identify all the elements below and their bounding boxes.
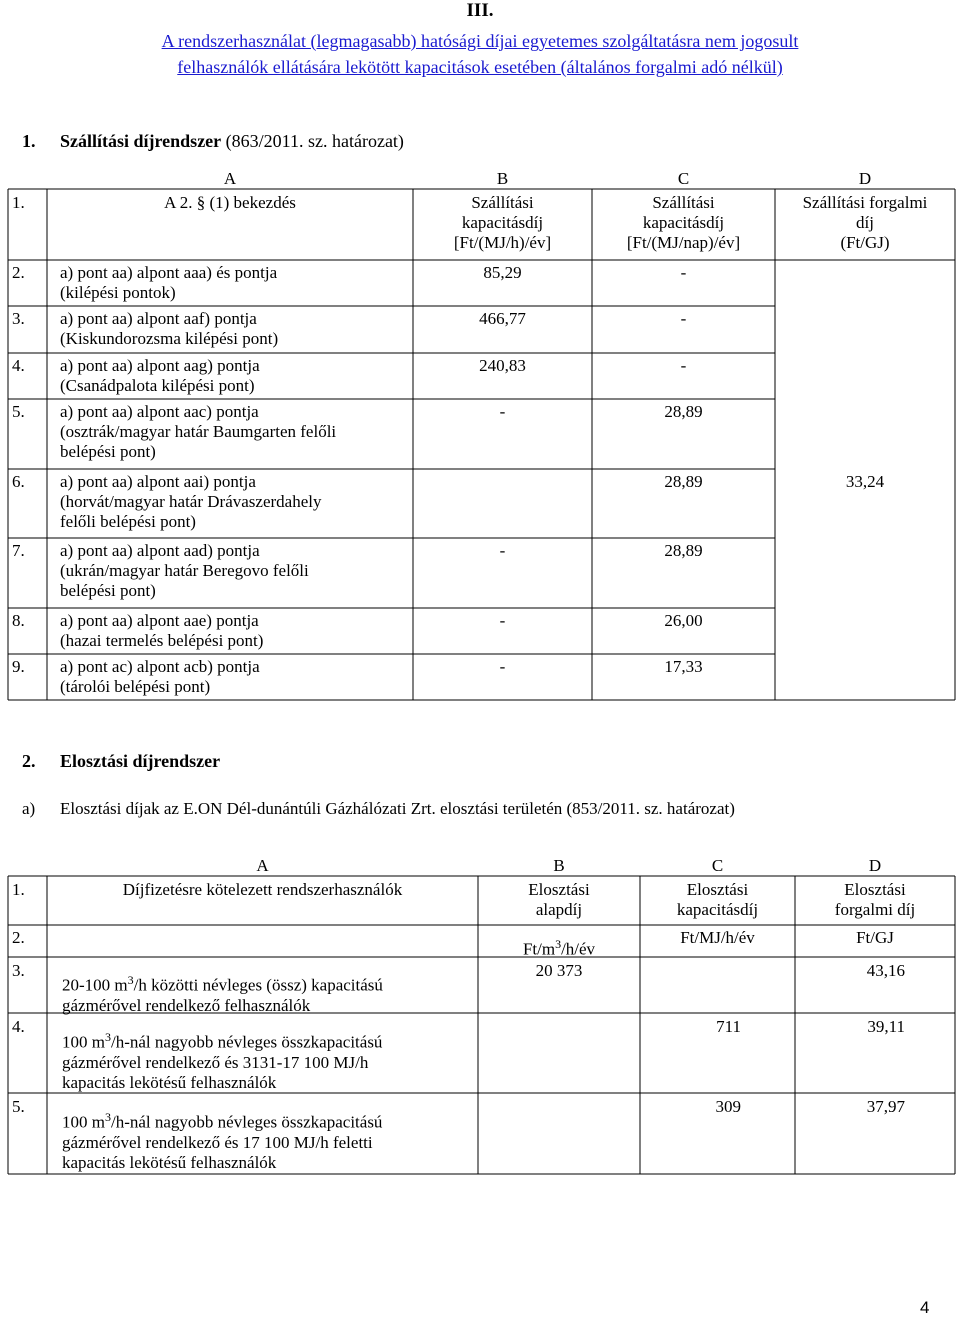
t1-row-desc-line3: felőli belépési pont): [60, 512, 196, 531]
t1-row-desc-line1: a) pont aa) alpont aaa) és pontja: [60, 263, 278, 282]
t1-row-desc-line1: a) pont ac) alpont acb) pontja: [60, 657, 260, 676]
t1-row-desc-line3: belépési pont): [60, 581, 156, 600]
t2-row-d: 39,11: [867, 1017, 905, 1036]
t1-header-b: [413, 193, 592, 253]
t1-row-desc-line1: a) pont aa) alpont aad) pontja: [60, 541, 260, 560]
t2-col-letter-a: A: [256, 856, 269, 875]
section1-title-rest: (863/2011. sz. határozat): [225, 131, 404, 151]
t1-header-c: [592, 193, 775, 253]
t1-row-b: -: [499, 541, 506, 560]
t2-header-a: Díjfizetésre kötelezett rendszerhasználók: [122, 880, 403, 899]
t2-units-b-pre: Ft/m: [522, 939, 556, 959]
t1-row-desc-line2: (horvát/magyar határ Drávaszerdahely: [60, 492, 322, 511]
t2-header-num: 1.: [12, 880, 25, 899]
section1-number: 1.: [22, 131, 36, 151]
t2-row-desc-post: /h közötti névleges (össz) kapacitású: [133, 975, 383, 995]
t1-row-desc: [60, 263, 277, 303]
t2-row-desc-pre: 100 m: [62, 1112, 105, 1132]
t1-row-b: 85,29: [483, 263, 522, 282]
t1-header-d-line2: díj: [856, 213, 874, 232]
t2-row-desc-line1: [62, 1107, 382, 1133]
t1-row-desc: [60, 541, 309, 601]
t1-row-desc-line3: belépési pont): [60, 442, 156, 461]
t2-units-num: 2.: [12, 928, 25, 947]
t1-row-c: -: [680, 263, 687, 282]
t2-row-b: 20 373: [535, 961, 583, 980]
document-section-number: III.: [466, 0, 494, 21]
t2-header-b-line1: Elosztási: [528, 880, 590, 899]
t1-header-b-line3: [Ft/(MJ/h)/év]: [453, 233, 552, 252]
document-title: [0, 28, 960, 80]
t1-header-c-line2: kapacitásdíj: [642, 213, 725, 232]
t1-row-c: 28,89: [664, 472, 703, 491]
t2-row-desc-line3: kapacitás lekötésű felhasználók: [62, 1152, 277, 1172]
t1-row-b: 466,77: [479, 309, 526, 328]
t1-header-d-line1: Szállítási forgalmi: [802, 193, 928, 212]
t1-row-c: 17,33: [664, 657, 703, 676]
t1-row-desc: [60, 611, 263, 651]
t1-row-desc: [60, 657, 260, 697]
t2-row-d: 43,16: [866, 961, 905, 980]
t2-row-desc: [62, 970, 383, 1016]
t1-row-desc-line2: (ukrán/magyar határ Beregovo felőli: [60, 561, 309, 580]
t1-header-d: [775, 193, 955, 253]
t2-row-num: 5.: [12, 1097, 25, 1116]
t2-row-desc-post: /h-nál nagyobb névleges összkapacitású: [110, 1032, 383, 1052]
t1-row-desc: [60, 356, 260, 396]
section2-title: Elosztási díjrendszer: [60, 751, 221, 771]
t1-header-b-line2: kapacitásdíj: [461, 213, 544, 232]
t1-col-letter-b: B: [496, 169, 509, 188]
t1-row-c: -: [680, 356, 687, 375]
t1-row-desc-line1: a) pont aa) alpont aag) pontja: [60, 356, 260, 375]
t1-d-merged-value: 33,24: [845, 472, 885, 491]
t2-header-b: [478, 880, 640, 920]
t1-row-desc-line2: (kilépési pontok): [60, 283, 176, 302]
t1-row-c: -: [680, 309, 687, 328]
t2-row-desc-pre: 100 m: [62, 1032, 105, 1052]
t2-header-d-line2: forgalmi díj: [834, 900, 916, 919]
t1-row-desc-line2: (tárolói belépési pont): [60, 677, 211, 696]
t2-units-d: Ft/GJ: [856, 928, 894, 947]
t2-row-desc-post: /h-nál nagyobb névleges összkapacitású: [110, 1112, 383, 1132]
t1-row-b: -: [499, 402, 506, 421]
t2-row-c: 711: [716, 1017, 741, 1036]
t2-row-desc-line2: gázmérővel rendelkező és 3131-17 100 MJ/h: [62, 1052, 369, 1072]
t2-row-c: 309: [715, 1097, 741, 1116]
document-title-line-1: A rendszerhasználat (legmagasabb) hatósági díjai egyetemes szolgáltatásra nem jogosult: [161, 31, 799, 51]
t2-row-d: 37,97: [866, 1097, 905, 1116]
t2-units-c: Ft/MJ/h/év: [680, 928, 755, 947]
t2-row-desc-sup: 3: [104, 1110, 111, 1124]
t2-row-desc-sup: 3: [104, 1030, 111, 1044]
t2-row-desc-line1: [62, 1027, 382, 1053]
t1-row-desc-line1: a) pont aa) alpont aai) pontja: [60, 472, 256, 491]
page-number: 4: [920, 1298, 930, 1317]
t1-col-letter-a: A: [223, 169, 237, 188]
t1-row-num: 9.: [12, 657, 25, 676]
t1-row-desc-line1: a) pont aa) alpont aaf) pontja: [60, 309, 257, 328]
t2-header-c: [640, 880, 795, 920]
t2-header-d-line1: Elosztási: [844, 880, 906, 899]
t1-header-c-line3: [Ft/(MJ/nap)/év]: [626, 233, 741, 252]
t2-units-b-sup: 3: [555, 937, 562, 951]
t2-row-desc-line2: gázmérővel rendelkező felhasználók: [62, 995, 311, 1015]
t1-row-desc: [60, 472, 321, 532]
t1-row-c: 28,89: [664, 541, 703, 560]
t1-row-desc: [60, 309, 278, 349]
t1-row-num: 6.: [12, 472, 25, 491]
section1-title: [60, 131, 404, 151]
t1-header-d-line3: (Ft/GJ): [840, 233, 890, 252]
t2-row-desc: [62, 1107, 382, 1173]
t2-header-c-line1: Elosztási: [686, 880, 749, 899]
t2-header-d: [795, 880, 955, 920]
t1-row-desc-line2: (Csanádpalota kilépési pont): [60, 376, 255, 395]
t1-col-letter-d: D: [858, 169, 872, 188]
t2-row-num: 4.: [12, 1017, 25, 1036]
t2-col-letter-c: C: [711, 856, 724, 875]
t1-col-letter-c: C: [677, 169, 690, 188]
t1-row-desc: [60, 402, 336, 462]
document-title-line-2: felhasználók ellátására lekötött kapacitások esetében (általános forgalmi adó nélkül): [177, 57, 783, 77]
t1-header-num: 1.: [12, 193, 25, 212]
section2-sub-letter: a): [22, 799, 36, 818]
t2-row-desc-line3: kapacitás lekötésű felhasználók: [62, 1072, 277, 1092]
section2-number: 2.: [22, 751, 36, 771]
t1-row-b: -: [499, 611, 506, 630]
t1-row-desc-line2: (osztrák/magyar határ Baumgarten felőli: [60, 422, 337, 441]
t2-units-b-post: /h/év: [561, 939, 596, 959]
t2-row-desc-sup: 3: [127, 973, 134, 987]
section1-title-bold: Szállítási díjrendszer: [60, 131, 222, 151]
t1-header-a: A 2. § (1) bekezdés: [164, 193, 296, 212]
t1-row-b: -: [499, 657, 506, 676]
t2-header-c-line2: kapacitásdíj: [676, 900, 759, 919]
t1-row-num: 8.: [12, 611, 25, 630]
t2-row-desc: [62, 1027, 382, 1093]
t1-header-b-line1: Szállítási: [471, 193, 534, 212]
t1-row-desc-line1: a) pont aa) alpont aac) pontja: [60, 402, 259, 421]
t1-header-c-line1: Szállítási: [652, 193, 715, 212]
t1-row-num: 4.: [12, 356, 25, 375]
t1-row-desc-line2: (Kiskundorozsma kilépési pont): [60, 329, 279, 348]
t1-row-desc-line2: (hazai termelés belépési pont): [60, 631, 264, 650]
t2-row-desc-pre: 20-100 m: [62, 975, 128, 995]
t1-row-c: 28,89: [664, 402, 703, 421]
t1-row-num: 3.: [12, 309, 25, 328]
section2-sub-text: Elosztási díjak az E.ON Dél-dunántúli Gázhálózati Zrt. elosztási területén (853/2011. sz. határozat): [60, 799, 735, 818]
t1-row-num: 5.: [12, 402, 25, 421]
t1-row-num: 7.: [12, 541, 25, 560]
t2-header-b-line2: alapdíj: [535, 900, 583, 919]
t1-row-b: 240,83: [479, 356, 526, 375]
t2-units-b: [478, 934, 640, 960]
t2-col-letter-b: B: [553, 856, 565, 875]
t1-row-num: 2.: [12, 263, 25, 282]
t2-row-desc-line2: gázmérővel rendelkező és 17 100 MJ/h feletti: [62, 1132, 373, 1152]
t2-row-desc-line1: [62, 970, 383, 996]
t2-col-letter-d: D: [868, 856, 882, 875]
t2-row-num: 3.: [12, 961, 25, 980]
t1-row-desc-line1: a) pont aa) alpont aae) pontja: [60, 611, 259, 630]
t1-row-c: 26,00: [664, 611, 703, 630]
